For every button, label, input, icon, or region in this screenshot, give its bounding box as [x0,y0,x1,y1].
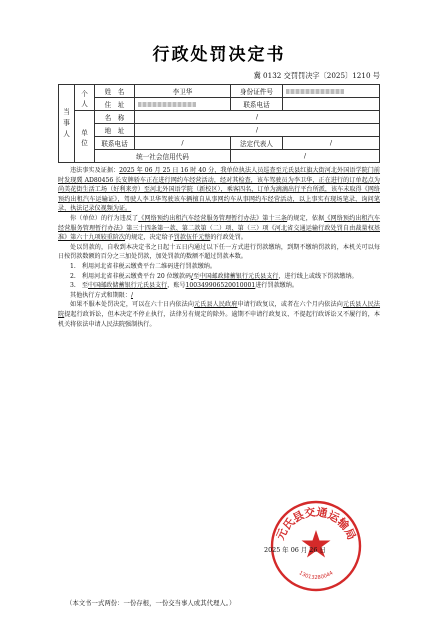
facts-date: 2025 年 06 月 25 日 16 时 40 分 [119,167,215,174]
payment-option-1: 1. 利用河北省非税云缴费平台二维码进行罚款缴纳。 [70,262,216,270]
address-label: 住 址 [95,98,135,111]
redacted-id [286,89,344,94]
seal-text: 元氏县交通运输局 [273,505,359,542]
facts-paragraph [58,166,380,214]
payment-option-2 [58,272,380,282]
credit-code-label: 统一社会信用代码 [95,150,231,163]
document-number: 冀 0132 交罚罚决字〔2025〕1210 号 [253,71,380,80]
credit-code-value: / [231,150,380,163]
legal-rep-label: 法定代表人 [231,137,283,150]
opt3-acct-label: ，账号 [167,282,186,290]
appeal-pre: 如果不服本处罚决定，可以在六十日内依法向 [70,301,195,309]
seal-code: 13013280044 [297,570,335,582]
phone-label: 联系电话 [231,98,283,111]
other-execution [58,291,380,301]
opt2-pre: 2. 利用河北省非税云缴费平台 20 位缴款码 [70,272,192,280]
document-title: 行政处罚决定书 [152,45,286,65]
violation-paragraph [58,214,380,243]
address-value [135,98,231,111]
id-label: 身份证件号 [231,85,283,98]
appeal-mid: 申请行政复议，或者在六个月内依法向 [237,301,343,309]
redacted-address [138,102,196,107]
basis-law: 《网络预约出租汽车经营服务管理暂行办法》第三十四条第一款、第二款第（二）项、第（三）项《河北省交通运输行政处罚自由裁量权基准》第六十九项较重阶次 [58,214,381,242]
decision-end: 的行政处罚。 [210,234,247,242]
opt3-end: 进行罚款缴纳。 [255,282,298,290]
payment-intro: 处以罚款的，自收到本决定书之日起十五日内通过以下任一方式进行罚款缴纳，到期不缴纳罚款的，本机关可以每日按罚款数额的百分之三加处罚款，加处罚款的数额不超过罚款本数。 [58,243,380,261]
legal-rep-value: / [283,137,380,150]
opt2-bank: 中国邮政储蓄银行元氏县支行 [199,272,279,280]
other-label: 其他执行方式和期限： [70,291,131,299]
unit-phone-label: 联系电话 [95,137,135,150]
unit-label: 单位 [75,111,95,163]
opt3-account: 100349906520010001 [185,282,256,290]
other-value: / [130,291,133,299]
document-footer: （本文书一式两份：一份存根，一份交当事人或其代理人。） [66,599,236,607]
appeal-court: 元氏县人民法院 [58,301,381,318]
unit-name-value: / [135,111,380,124]
unit-name-label: 名 称 [95,111,135,124]
facts-text: ，我单位执法人员巡查至元氏县红旗大街河北外国语学院门前时发现冀 AD80456 长安牌轿车正在进行网约车经营活动，经对其检查，该车驾驶员为李卫华，正在进行的订单起点为尚美花街生活工场（好利来旁）至河北外国语学院（新校区），乘客四名，订单为滴滴出行平台所派，该车未取得《网络预约出租汽车运输证》，驾驶人李卫华驾驶该车辆擅自从事网约车从事网约车经营活动，以上事实有现场笔录、询问笔录、执法记录仪视频为证。 [58,167,381,213]
party-info-table [58,84,380,163]
unit-phone-value: / [135,137,231,150]
penalty-value: 罚款伍仟元整 [173,234,211,242]
name-label: 姓 名 [95,85,135,98]
id-value [283,85,380,98]
opt2-end: ，进行线上或线下罚款缴纳。 [278,272,358,280]
party-label-cell [59,85,75,163]
opt2-mid: 至 [193,272,200,280]
appeal-paragraph [58,300,380,329]
issue-date: 2025 年 06 月 26 日 [264,546,326,554]
appeal-end: 提起行政诉讼，但本决定不停止执行，法律另有规定的除外。逾期不申请行政复议、不提起行政诉讼又不履行的，本机关将依法申请人民法院强制执行。 [58,310,381,328]
phone-value [283,98,380,111]
individual-label: 个人 [75,85,95,111]
violation-law: 《网络预约出租汽车经营服务管理暂行办法》第十三条 [138,214,288,222]
opt3-pre: 3. 至 [70,282,89,290]
facts-prefix: 违法事实及证据： [70,167,120,174]
opt2-code: / [191,272,194,280]
unit-address-label: 地 址 [95,124,135,137]
opt3-bank: 中国邮政储蓄银行元氏县支行 [88,282,168,290]
party-label: 当事人 [63,108,70,138]
violation-pre: 你（单位）的行为违反了 [70,214,139,222]
payment-option-3 [58,281,380,291]
name-value: 李卫华 [135,85,231,98]
unit-address-value: / [135,124,380,137]
violation-mid: 的规定，依据 [287,214,325,222]
appeal-gov: 元氏县人民政府 [194,301,238,309]
decision-body [58,166,380,329]
decision-mid: 的规定，决定给予 [125,234,174,242]
